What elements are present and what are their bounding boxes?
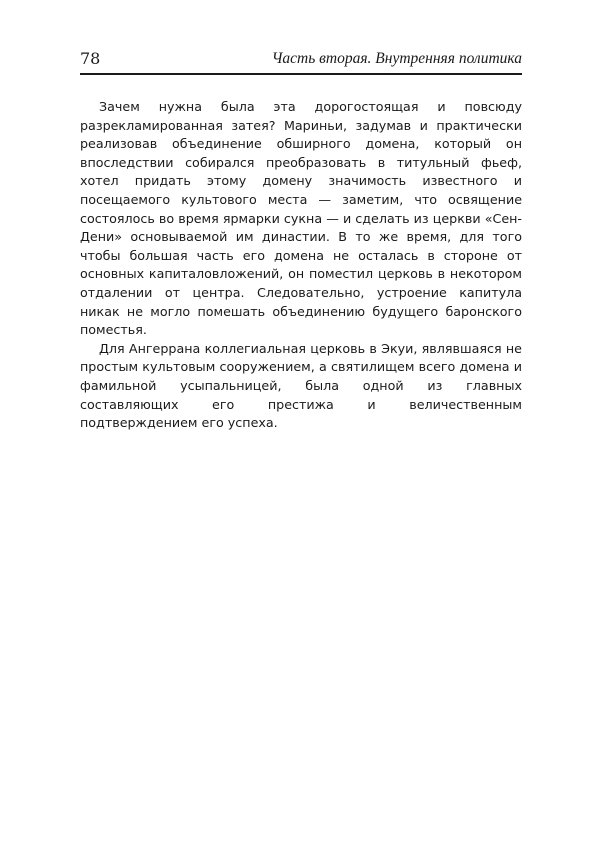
- header-rule: [80, 73, 522, 75]
- body-text: [80, 98, 522, 433]
- running-header: [80, 48, 522, 70]
- paragraph: Зачем нужна была эта дорогостоящая и повсюду разрекламированная затея? Мариньи, задумав и практически реализовав объединение обширного домена, который он впоследствии собирался преобразовать в титульный фьеф, хотел придать этому домену значимость известного и посещаемого культового места — заметим, что освящение состоялось во время ярмарки сукна — и сделать из церкви «Сен-Дени» основываемой им династии. В то же время, для того чтобы большая часть его домена не осталась в стороне от основных капиталовложений, он поместил церковь в некотором отдалении от центра. Следовательно, устроение капитула никак не могло помешать объединению будущего баронского поместья.: [80, 99, 522, 338]
- running-title: Часть вторая. Внутренняя политика: [271, 50, 522, 67]
- paragraph: Для Ангеррана коллегиальная церковь в Экуи, являвшаяся не простым культовым сооружением, а святилищем всего домена и фамильной усыпальницей, была одной из главных составляющих его престижа и величественным подтверждением его успеха.: [80, 340, 522, 431]
- page-number: 78: [80, 49, 101, 68]
